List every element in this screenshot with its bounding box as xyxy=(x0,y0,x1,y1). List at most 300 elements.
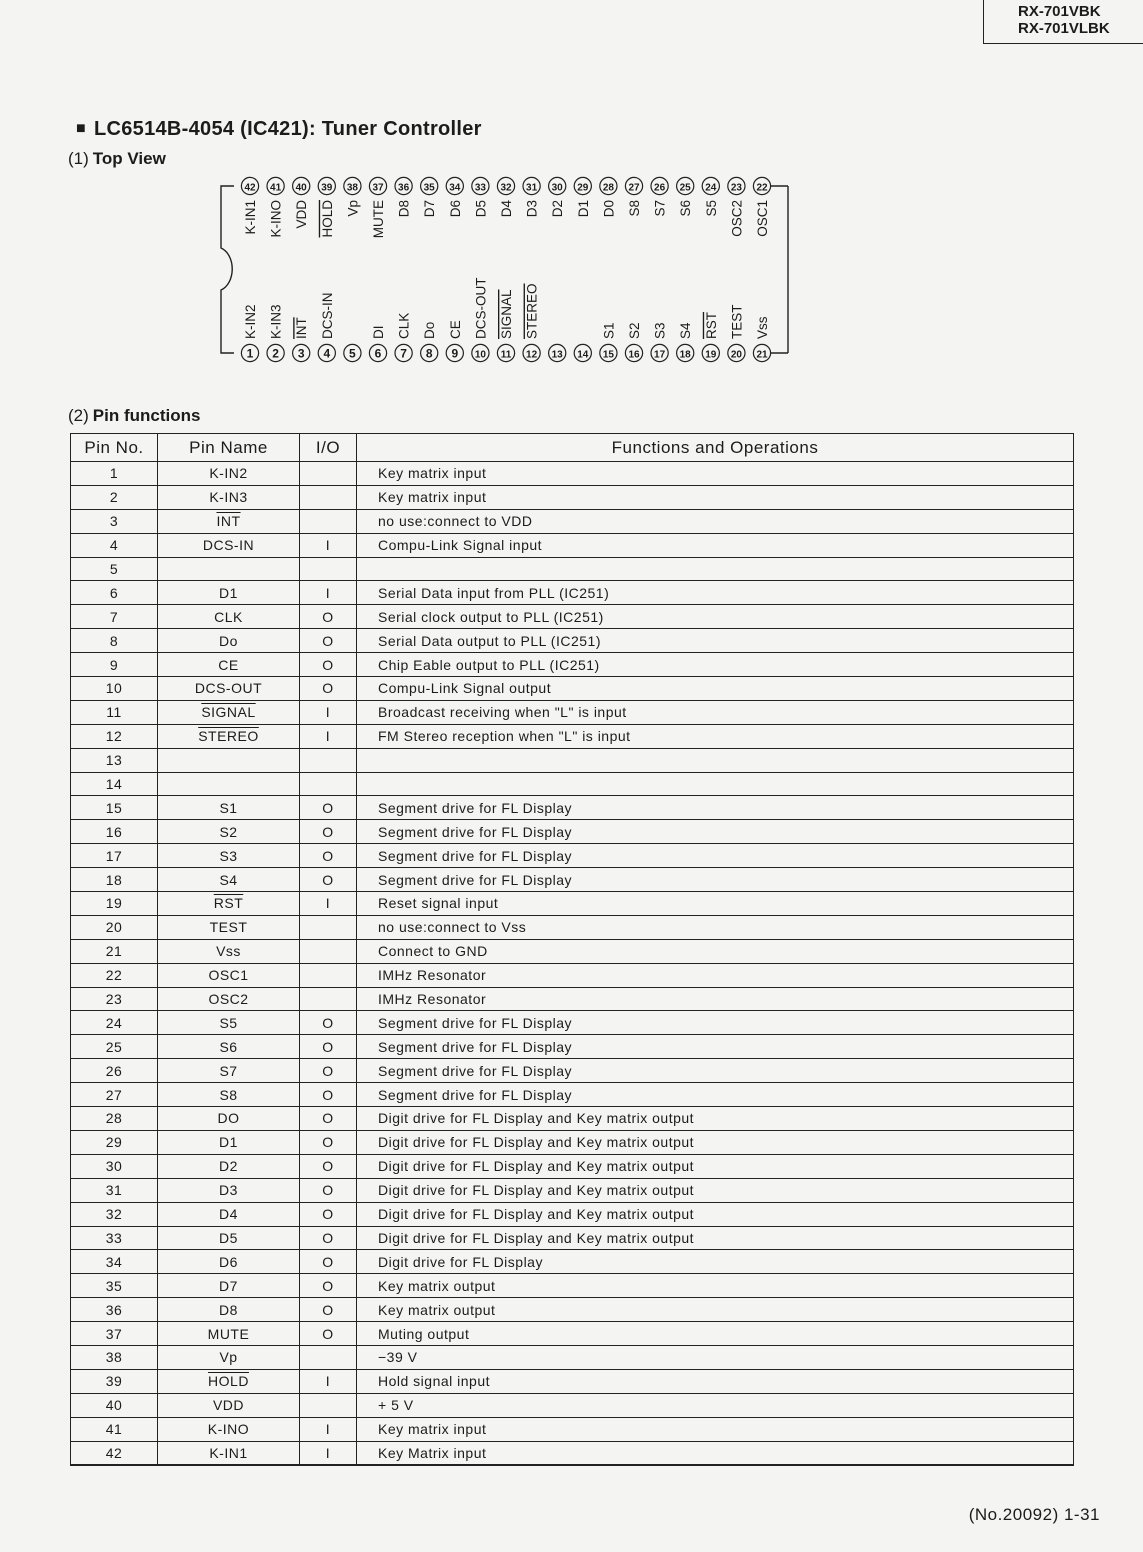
pin-number-cell: 3 xyxy=(71,509,158,533)
pin-io-cell: I xyxy=(300,1441,357,1465)
pin-name-cell: DCS-IN xyxy=(158,533,300,557)
section-pin-functions xyxy=(68,406,200,426)
pin-number-label: 21 xyxy=(756,349,768,361)
table-row xyxy=(71,724,1074,748)
pin-number-label: 29 xyxy=(577,182,589,194)
pin-6 xyxy=(369,326,386,362)
pin-number-cell: 38 xyxy=(71,1345,158,1369)
pin-name-cell: S4 xyxy=(158,868,300,892)
pin-name-label: Do xyxy=(422,321,438,339)
pin-function-cell: Digit drive for FL Display and Key matrix output xyxy=(357,1130,1074,1154)
pin-number-label: 32 xyxy=(500,182,512,194)
pin-name-label: SIGNAL xyxy=(499,289,514,339)
pin-name-label: S2 xyxy=(627,322,642,339)
pin-io-cell xyxy=(300,1393,357,1417)
table-row xyxy=(71,1178,1074,1202)
section-number: (1) xyxy=(68,149,89,168)
pin-34 xyxy=(446,177,463,217)
pin-number-label: 16 xyxy=(628,349,640,361)
table-row xyxy=(71,1154,1074,1178)
pin-number-label: 3 xyxy=(297,346,305,361)
pin-name-label: D0 xyxy=(601,200,617,218)
pin-name-label: S5 xyxy=(703,200,719,217)
pin-name-label: CE xyxy=(447,320,463,339)
pin-40 xyxy=(293,177,310,228)
pin-number-cell: 40 xyxy=(71,1393,158,1417)
pin-function-cell xyxy=(357,772,1074,796)
pin-function-cell: Muting output xyxy=(357,1322,1074,1346)
table-row xyxy=(71,1322,1074,1346)
pin-name-cell: Vp xyxy=(158,1345,300,1369)
pin-io-cell xyxy=(300,939,357,963)
pin-18 xyxy=(677,322,694,362)
pin-20 xyxy=(728,304,745,361)
pin-21 xyxy=(753,316,770,361)
table-row xyxy=(71,963,1074,987)
pin-function-cell: −39 V xyxy=(357,1345,1074,1369)
pin-27 xyxy=(625,177,642,216)
pin-io-cell: I xyxy=(300,581,357,605)
pin-name-label: TEST xyxy=(729,304,745,339)
pin-name-label: VDD xyxy=(294,200,310,229)
pin-number-cell: 24 xyxy=(71,1011,158,1035)
pin-io-cell: O xyxy=(300,1226,357,1250)
pin-number-cell: 18 xyxy=(71,868,158,892)
pin-name-label: S7 xyxy=(652,200,668,217)
pin-name-cell: VDD xyxy=(158,1393,300,1417)
pin-number-cell: 31 xyxy=(71,1178,158,1202)
pin-number-label: 17 xyxy=(654,349,666,361)
pin-number-label: 8 xyxy=(425,346,433,361)
pin-number-cell: 7 xyxy=(71,605,158,629)
pin-function-cell: + 5 V xyxy=(357,1393,1074,1417)
pin-function-cell: Digit drive for FL Display and Key matrix output xyxy=(357,1226,1074,1250)
pin-name-cell xyxy=(158,557,300,581)
pin-number-label: 14 xyxy=(577,349,589,361)
pin-function-cell: Broadcast receiving when "L" is input xyxy=(357,700,1074,724)
pin-function-cell xyxy=(357,748,1074,772)
pin-number-cell: 23 xyxy=(71,987,158,1011)
table-row xyxy=(71,1393,1074,1417)
pin-number-label: 39 xyxy=(321,182,333,194)
pin-number-label: 12 xyxy=(526,349,538,361)
pin-name-label: D7 xyxy=(422,200,438,218)
pin-name-cell: D7 xyxy=(158,1274,300,1298)
pin-io-cell: O xyxy=(300,1083,357,1107)
pin-function-cell: Key matrix output xyxy=(357,1298,1074,1322)
pin-name-cell: K-IN1 xyxy=(158,1441,300,1465)
pin-function-cell: Segment drive for FL Display xyxy=(357,1059,1074,1083)
pin-function-cell: no use:connect to VDD xyxy=(357,509,1074,533)
pin-function-cell: Chip Eable output to PLL (IC251) xyxy=(357,653,1074,677)
pin-name-cell: D6 xyxy=(158,1250,300,1274)
pin-39 xyxy=(318,177,335,237)
pin-io-cell xyxy=(300,509,357,533)
pin-name-cell: S7 xyxy=(158,1059,300,1083)
pin-function-cell: Key matrix input xyxy=(357,485,1074,509)
pin-30 xyxy=(549,177,566,217)
pin-number-label: 23 xyxy=(730,182,742,194)
pin-name-label: K-IN1 xyxy=(243,200,258,235)
pin-name-cell: D5 xyxy=(158,1226,300,1250)
pin-function-cell: Digit drive for FL Display and Key matrix output xyxy=(357,1178,1074,1202)
table-row xyxy=(71,868,1074,892)
pin-name-label: D1 xyxy=(575,200,591,218)
pin-io-cell xyxy=(300,915,357,939)
pin-number-label: 42 xyxy=(244,182,256,194)
table-header-row xyxy=(71,434,1074,462)
model-name-2: RX-701VLBK xyxy=(1018,20,1110,37)
pin-name-label: INT xyxy=(294,317,310,339)
pin-io-cell: O xyxy=(300,1274,357,1298)
pin-number-cell: 10 xyxy=(71,677,158,701)
pin-19 xyxy=(702,312,719,362)
pin-function-cell: Key matrix output xyxy=(357,1274,1074,1298)
pin-function-cell: IMHz Resonator xyxy=(357,987,1074,1011)
pin-name-cell: D8 xyxy=(158,1298,300,1322)
pin-name-cell: K-IN2 xyxy=(158,462,300,486)
pin-number-label: 37 xyxy=(372,182,384,194)
pin-number-label: 4 xyxy=(323,346,331,361)
pin-function-cell: Digit drive for FL Display xyxy=(357,1250,1074,1274)
pin-12 xyxy=(523,283,540,361)
pin-name-label: DCS-OUT xyxy=(473,277,489,339)
pin-33 xyxy=(472,177,489,217)
pin-function-table xyxy=(70,433,1074,1466)
pin-number-label: 22 xyxy=(756,182,768,194)
pin-function-cell: Key matrix input xyxy=(357,462,1074,486)
pin-number-cell: 36 xyxy=(71,1298,158,1322)
pin-io-cell: I xyxy=(300,1369,357,1393)
pin-number-cell: 22 xyxy=(71,963,158,987)
pin-number-cell: 13 xyxy=(71,748,158,772)
pin-name-cell xyxy=(158,772,300,796)
pin-number-label: 11 xyxy=(500,349,512,361)
pin-32 xyxy=(497,177,514,217)
pin-22 xyxy=(753,177,770,236)
pin-name-label: Vss xyxy=(755,316,770,339)
pin-name-label: D3 xyxy=(524,200,540,218)
pin-number-label: 28 xyxy=(602,182,614,194)
pin-function-cell: Key matrix input xyxy=(357,1417,1074,1441)
pin-name-cell: $\overline{RST}$ xyxy=(158,892,300,916)
pin-37 xyxy=(369,177,386,238)
pin-name-label: S8 xyxy=(627,200,642,217)
pin-name-label: D5 xyxy=(473,200,489,218)
pin-number-label: 10 xyxy=(474,349,486,361)
pin-name-label: D4 xyxy=(499,200,514,218)
table-row xyxy=(71,748,1074,772)
pin-function-cell: Hold signal input xyxy=(357,1369,1074,1393)
pin-function-cell: Digit drive for FL Display and Key matrix output xyxy=(357,1154,1074,1178)
pin-name-cell: S6 xyxy=(158,1035,300,1059)
pin-number-label: 30 xyxy=(551,182,563,194)
pin-io-cell: I xyxy=(300,724,357,748)
pin-name-label: K-IN2 xyxy=(243,304,258,339)
pin-name-cell: OSC2 xyxy=(158,987,300,1011)
table-row xyxy=(71,1298,1074,1322)
pin-name-cell: OSC1 xyxy=(158,963,300,987)
pin-number-cell: 2 xyxy=(71,485,158,509)
pin-io-cell: O xyxy=(300,677,357,701)
pin-name-label: S4 xyxy=(678,322,694,339)
pin-number-label: 15 xyxy=(602,349,614,361)
pin-io-cell: I xyxy=(300,700,357,724)
table-row xyxy=(71,533,1074,557)
table-row xyxy=(71,1107,1074,1131)
pin-io-cell: O xyxy=(300,1011,357,1035)
pin-name-cell: Vss xyxy=(158,939,300,963)
pin-25 xyxy=(677,177,694,216)
pin-number-label: 35 xyxy=(423,182,435,194)
pin-name-cell: D2 xyxy=(158,1154,300,1178)
pin-number-cell: 42 xyxy=(71,1441,158,1465)
pin-number-label: 13 xyxy=(551,349,563,361)
pin-function-cell: IMHz Resonator xyxy=(357,963,1074,987)
pin-23 xyxy=(728,177,745,236)
pin-io-cell: O xyxy=(300,605,357,629)
header-pin-no: Pin No. xyxy=(71,434,158,462)
table-row xyxy=(71,939,1074,963)
pin-16 xyxy=(625,322,642,361)
pin-24 xyxy=(702,177,719,216)
pin-number-label: 5 xyxy=(349,346,356,361)
pin-35 xyxy=(421,177,438,217)
pin-name-cell: S5 xyxy=(158,1011,300,1035)
pin-number-label: 31 xyxy=(526,182,538,194)
table-row xyxy=(71,629,1074,653)
pin-name-cell: DCS-OUT xyxy=(158,677,300,701)
pin-io-cell xyxy=(300,1345,357,1369)
pin-function-cell: Segment drive for FL Display xyxy=(357,844,1074,868)
pin-number-cell: 39 xyxy=(71,1369,158,1393)
table-row xyxy=(71,1274,1074,1298)
pin-number-cell: 41 xyxy=(71,1417,158,1441)
pin-name-cell xyxy=(158,748,300,772)
pin-3 xyxy=(293,317,310,361)
pin-io-cell xyxy=(300,485,357,509)
pin-io-cell: O xyxy=(300,629,357,653)
pin-name-label: CLK xyxy=(396,312,412,339)
pin-number-cell: 27 xyxy=(71,1083,158,1107)
pin-io-cell: O xyxy=(300,1298,357,1322)
pin-number-cell: 33 xyxy=(71,1226,158,1250)
pin-9 xyxy=(446,320,463,361)
pin-io-cell: O xyxy=(300,1035,357,1059)
pin-io-cell: I xyxy=(300,892,357,916)
pin-function-cell: Compu-Link Signal input xyxy=(357,533,1074,557)
pin-io-cell xyxy=(300,748,357,772)
pin-10 xyxy=(472,277,489,361)
pin-number-cell: 32 xyxy=(71,1202,158,1226)
pin-number-cell: 11 xyxy=(71,700,158,724)
pin-io-cell: I xyxy=(300,1417,357,1441)
pin-number-cell: 16 xyxy=(71,820,158,844)
table-row xyxy=(71,987,1074,1011)
pin-io-cell: O xyxy=(300,653,357,677)
pin-name-cell: S2 xyxy=(158,820,300,844)
pin-number-cell: 30 xyxy=(71,1154,158,1178)
table-row xyxy=(71,1417,1074,1441)
pin-io-cell: O xyxy=(300,796,357,820)
pin-function-cell: Reset signal input xyxy=(357,892,1074,916)
section-label: Pin functions xyxy=(92,406,201,425)
pin-function-cell: Segment drive for FL Display xyxy=(357,796,1074,820)
pin-number-label: 26 xyxy=(654,182,666,194)
pin-name-cell: S1 xyxy=(158,796,300,820)
pin-name-cell: D4 xyxy=(158,1202,300,1226)
pin-io-cell: O xyxy=(300,1202,357,1226)
pin-number-cell: 5 xyxy=(71,557,158,581)
pin-function-cell: FM Stereo reception when "L" is input xyxy=(357,724,1074,748)
pin-function-cell: Key Matrix input xyxy=(357,1441,1074,1465)
pin-name-label: S3 xyxy=(652,322,668,339)
pin-42 xyxy=(241,177,258,234)
pin-function-cell: Digit drive for FL Display and Key matrix output xyxy=(357,1202,1074,1226)
pin-number-cell: 21 xyxy=(71,939,158,963)
pin-name-label: MUTE xyxy=(371,200,386,239)
pin-number-cell: 25 xyxy=(71,1035,158,1059)
pin-function-cell: Segment drive for FL Display xyxy=(357,1011,1074,1035)
pin-name-label: HOLD xyxy=(319,200,335,238)
pin-number-cell: 29 xyxy=(71,1130,158,1154)
pin-name-label: K-INO xyxy=(268,200,284,238)
table-row xyxy=(71,1083,1074,1107)
pin-name-cell: D1 xyxy=(158,581,300,605)
pin-name-label: D6 xyxy=(447,200,463,218)
pin-number-cell: 19 xyxy=(71,892,158,916)
pin-number-label: 18 xyxy=(679,349,691,361)
table-row xyxy=(71,1011,1074,1035)
pin-name-label: K-IN3 xyxy=(268,304,284,339)
pin-name-cell: MUTE xyxy=(158,1322,300,1346)
pin-name-cell: STEREO xyxy=(158,724,300,748)
pin-number-cell: 35 xyxy=(71,1274,158,1298)
pin-name-cell: D1 xyxy=(158,1130,300,1154)
pin-name-label: Vp xyxy=(345,200,361,217)
pin-number-cell: 4 xyxy=(71,533,158,557)
pin-29 xyxy=(574,177,591,217)
pin-number-label: 2 xyxy=(272,346,279,361)
page-title xyxy=(76,118,482,141)
pin-4 xyxy=(318,293,335,362)
page-title-text: LC6514B-4054 (IC421): Tuner Controller xyxy=(93,118,482,140)
pin-io-cell xyxy=(300,557,357,581)
pin-io-cell: O xyxy=(300,844,357,868)
pin-name-cell: CE xyxy=(158,653,300,677)
pin-name-cell: HOLD xyxy=(158,1369,300,1393)
section-top-view xyxy=(68,149,166,169)
pin-name-cell: DO xyxy=(158,1107,300,1131)
table-row xyxy=(71,1369,1074,1393)
pin-function-cell: Connect to GND xyxy=(357,939,1074,963)
pin-number-label: 38 xyxy=(346,182,358,194)
pin-function-cell: Segment drive for FL Display xyxy=(357,868,1074,892)
pin-name-cell: Do xyxy=(158,629,300,653)
pin-number-cell: 17 xyxy=(71,844,158,868)
pin-number-cell: 28 xyxy=(71,1107,158,1131)
table-row xyxy=(71,796,1074,820)
table-row xyxy=(71,653,1074,677)
table-row xyxy=(71,892,1074,916)
pin-number-cell: 6 xyxy=(71,581,158,605)
pin-36 xyxy=(395,177,412,217)
pin-function-cell: Serial clock output to PLL (IC251) xyxy=(357,605,1074,629)
pin-function-cell: Serial Data output to PLL (IC251) xyxy=(357,629,1074,653)
table-row xyxy=(71,1202,1074,1226)
pin-function-cell: Segment drive for FL Display xyxy=(357,1035,1074,1059)
table-row xyxy=(71,700,1074,724)
pin-number-cell: 20 xyxy=(71,915,158,939)
pin-io-cell: O xyxy=(300,1130,357,1154)
table-row xyxy=(71,677,1074,701)
model-name-1: RX-701VBK xyxy=(1018,3,1101,20)
pin-io-cell: I xyxy=(300,533,357,557)
header-functions: Functions and Operations xyxy=(357,434,1074,462)
pin-io-cell: O xyxy=(300,1250,357,1274)
pin-number-cell: 34 xyxy=(71,1250,158,1274)
pin-2 xyxy=(267,304,284,361)
pin-1 xyxy=(241,304,258,361)
pin-number-cell: 26 xyxy=(71,1059,158,1083)
pin-name-cell: $\overline{INT}$ xyxy=(158,509,300,533)
pin-28 xyxy=(600,177,617,217)
pin-name-cell: TEST xyxy=(158,915,300,939)
table-row xyxy=(71,509,1074,533)
table-row xyxy=(71,820,1074,844)
pin-io-cell: O xyxy=(300,1154,357,1178)
pin-name-cell: S8 xyxy=(158,1083,300,1107)
table-row xyxy=(71,581,1074,605)
table-row xyxy=(71,1226,1074,1250)
table-row xyxy=(71,1250,1074,1274)
pin-number-label: 19 xyxy=(705,349,717,361)
model-box xyxy=(983,0,1143,44)
pin-name-cell: K-INO xyxy=(158,1417,300,1441)
pin-io-cell xyxy=(300,772,357,796)
pin-7 xyxy=(395,313,412,362)
pin-number-label: 34 xyxy=(449,182,461,194)
pin-number-label: 41 xyxy=(270,182,282,194)
pin-38 xyxy=(344,177,361,216)
pin-number-label: 27 xyxy=(628,182,640,194)
pin-name-label: DI xyxy=(371,325,386,339)
table-row xyxy=(71,1441,1074,1465)
pin-number-label: 40 xyxy=(295,182,307,194)
table-row xyxy=(71,462,1074,486)
pin-number-cell: 14 xyxy=(71,772,158,796)
pin-name-label: RST xyxy=(703,312,719,339)
pin-11 xyxy=(497,289,514,362)
pin-io-cell: O xyxy=(300,868,357,892)
pin-name-label: D8 xyxy=(396,200,412,218)
pin-number-cell: 37 xyxy=(71,1322,158,1346)
table-row xyxy=(71,1130,1074,1154)
pin-number-cell: 12 xyxy=(71,724,158,748)
pin-number-label: 20 xyxy=(730,349,742,361)
section-label: Top View xyxy=(92,149,166,168)
table-row xyxy=(71,915,1074,939)
pin-name-cell: K-IN3 xyxy=(158,485,300,509)
pin-name-label: D2 xyxy=(550,200,566,218)
pin-number-label: 24 xyxy=(705,182,717,194)
pin-number-label: 1 xyxy=(246,346,254,361)
pin-name-label: S6 xyxy=(678,200,694,217)
pin-number-cell: 1 xyxy=(71,462,158,486)
pin-name-label: S1 xyxy=(601,322,617,339)
table-row xyxy=(71,772,1074,796)
pin-name-label: OSC1 xyxy=(755,200,770,237)
